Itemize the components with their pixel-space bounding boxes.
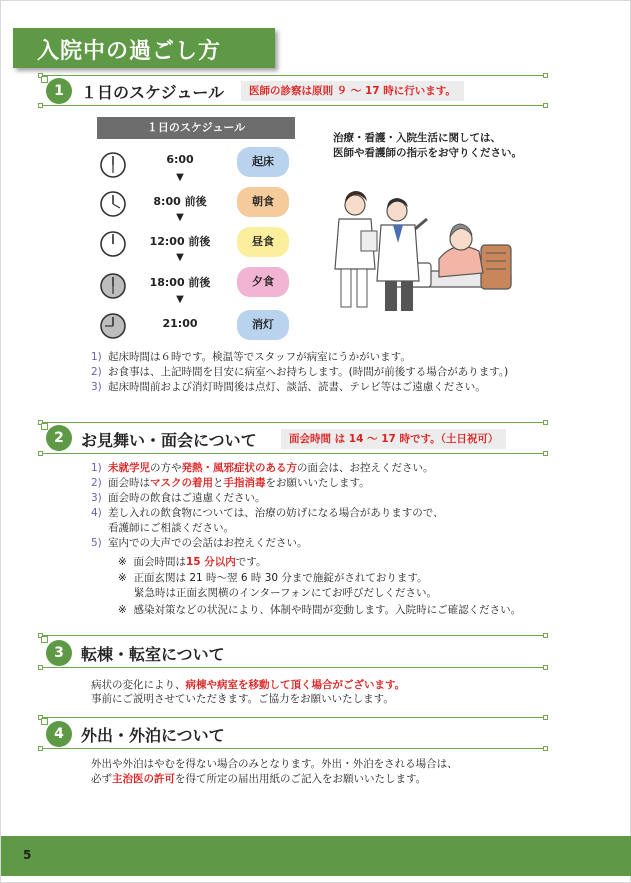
note-line: ※ 面会時間は15 分以内です。 [118, 556, 267, 568]
clock-icon [99, 312, 127, 340]
frame-corner [38, 451, 43, 456]
frame-corner [38, 420, 43, 425]
list-item-continued: 看護師にご相談ください。 [108, 522, 234, 534]
list-item: 3) 起床時間前および消灯時間後は点灯、談話、読書、テレビ等はご遠慮ください。 [91, 381, 486, 393]
section2-list [91, 461, 444, 551]
frame-corner [38, 633, 43, 638]
intro-line: 医師や看護師の指示をお守りください。 [333, 147, 522, 159]
frame-corner [543, 420, 548, 425]
note-line-continued: 緊急時は正面玄関横のインターフォンにてお呼びだしください。 [134, 587, 438, 599]
schedule-time: 6:00 [166, 153, 194, 166]
frame-corner [38, 746, 43, 751]
arrow-down-icon: ▼ [176, 252, 184, 263]
list-item: 1) 未就学児の方や発熱・風邪症状のある方の面会は、お控えください。 [91, 462, 434, 474]
frame-corner [543, 665, 548, 670]
frame-corner [543, 451, 548, 456]
arrow-down-icon: ▼ [176, 172, 184, 183]
section3-number: 3 [46, 640, 72, 666]
section3-paragraph: 事前にご説明させていただきます。ご協力をお願いいたします。 [91, 693, 394, 705]
section4-paragraph: 外出や外泊はやむを得ない場合のみとなります。外出・外泊をされる場合は、 [91, 758, 458, 770]
schedule-time: 21:00 [162, 317, 198, 330]
frame-corner [38, 715, 43, 720]
arrow-down-icon: ▼ [176, 212, 184, 223]
schedule-pill: 起床 [237, 147, 289, 177]
section2-title: お見舞い・面会について [81, 431, 257, 450]
list-item: 4) 差し入れの飲食物については、治療の妨げになる場合がありますので、 [91, 507, 444, 519]
section1-title: １日のスケジュール [81, 83, 225, 102]
section4-title: 外出・外泊について [81, 726, 225, 745]
schedule-pill: 昼食 [237, 227, 289, 257]
list-item: 2) 面会時はマスクの着用と手指消毒をお願いいたします。 [91, 477, 370, 489]
schedule-time: 8:00 前後 [153, 195, 207, 208]
section1-note: 医師の診察は原則 ９ ～ 17 時に行います。 [241, 81, 464, 101]
note-line: ※ 感染対策などの状況により、体制や時間が変動します。入院時にご確認ください。 [118, 604, 522, 616]
list-item: 3) 面会時の飲食はご遠慮ください。 [91, 492, 266, 504]
schedule-pill: 朝食 [237, 187, 289, 217]
list-item: 5) 室内での大声での会話はお控えください。 [91, 537, 308, 549]
page-title: 入院中の過ごし方 [13, 28, 275, 68]
section2-number: 2 [46, 425, 72, 451]
schedule-pill: 消灯 [237, 310, 289, 340]
frame-corner [543, 746, 548, 751]
intro-line: 治療・看護・入院生活に関しては、 [333, 132, 501, 144]
section4-number: 4 [46, 721, 72, 747]
list-item: 1) 起床時間は６時です。検温等でスタッフが病室にうかがいます。 [91, 351, 411, 363]
list-item: 2) お食事は、上記時間を目安に病室へお持ちします。(時間が前後する場合があります。) [91, 366, 509, 378]
schedule-header: １日のスケジュール [97, 117, 295, 139]
section2-note: 面会時間 は 14 ～ 17 時です。（土日祝可） [281, 429, 506, 449]
schedule-time: 12:00 前後 [149, 235, 211, 248]
frame-corner [543, 103, 548, 108]
frame-corner [38, 665, 43, 670]
section3-title: 転棟・転室について [81, 645, 225, 664]
arrow-down-icon: ▼ [176, 294, 184, 305]
schedule-pill: 夕食 [237, 267, 289, 297]
section3-paragraph: 病状の変化により、病棟や病室を移動して頂く場合がございます。 [91, 679, 406, 691]
hospital-staff-illustration [331, 179, 517, 321]
clock-icon [99, 151, 127, 179]
clock-icon [99, 190, 127, 218]
note-line: ※ 正面玄関は 21 時～翌 6 時 30 分まで施錠がされております。 [118, 572, 428, 584]
section1-intro [333, 131, 522, 161]
clock-icon [99, 272, 127, 300]
frame-corner [543, 73, 548, 78]
schedule-time: 18:00 前後 [149, 276, 211, 289]
frame-corner [543, 715, 548, 720]
frame-corner [38, 73, 43, 78]
section1-list [91, 350, 508, 395]
footer-bar [1, 836, 631, 876]
frame-corner [543, 633, 548, 638]
section4-paragraph: 必ず主治医の許可を得て所定の届出用紙のご記入をお願いいたします。 [91, 773, 427, 785]
section1-number: 1 [46, 78, 72, 104]
page-number: 5 [23, 848, 32, 862]
frame-corner [38, 103, 43, 108]
clock-icon [99, 230, 127, 258]
